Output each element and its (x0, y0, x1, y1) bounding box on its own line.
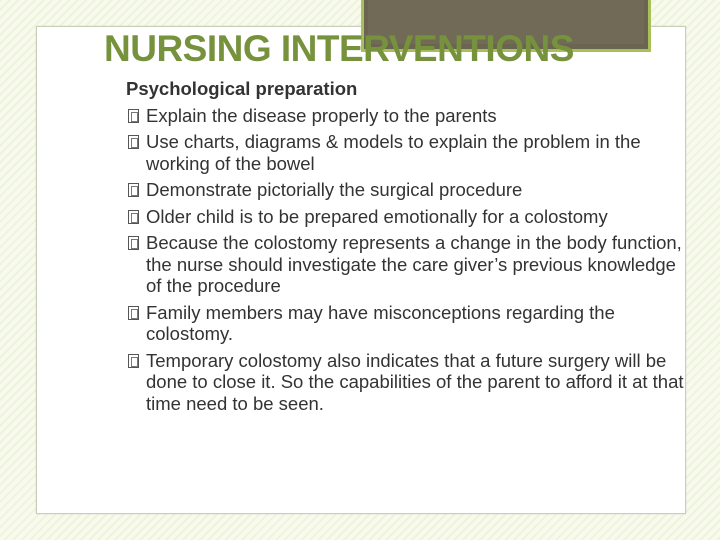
bullet-item (126, 206, 696, 228)
bullet-icon (128, 306, 139, 320)
bullet-text: Explain the disease properly to the parents (146, 104, 497, 126)
bullet-text: Family members may have misconceptions regarding the colostomy. (146, 301, 615, 344)
section-heading: Psychological preparation (126, 78, 358, 99)
bullet-item (126, 105, 696, 127)
slide-title: NURSING INTERVENTIONS (104, 28, 574, 69)
bullet-icon (128, 354, 139, 368)
bullet-icon (128, 183, 139, 197)
bullet-text: Because the colostomy represents a change in the body function, the nurse should investigate the care giver’s previous knowledge of the procedure (146, 232, 682, 296)
bullet-icon (128, 135, 139, 149)
bullet-item (126, 131, 696, 174)
bullet-icon (128, 109, 139, 123)
bullet-item (126, 179, 696, 201)
bullet-text: Demonstrate pictorially the surgical procedure (146, 179, 523, 200)
bullet-icon (128, 236, 139, 250)
bullet-item (126, 350, 696, 415)
bullet-text: Older child is to be prepared emotionally for a colostomy (146, 205, 608, 227)
slide-body (126, 78, 696, 419)
bullet-text: Use charts, diagrams & models to explain the problem in the working of the bowel (146, 131, 641, 174)
bullet-item (126, 302, 696, 345)
bullet-item (126, 232, 696, 297)
bullet-text: Temporary colostomy also indicates that a future surgery will be done to close it. So the capabilities of the parent to afford it at that time need to be seen. (146, 349, 684, 414)
bullet-icon (128, 210, 139, 224)
